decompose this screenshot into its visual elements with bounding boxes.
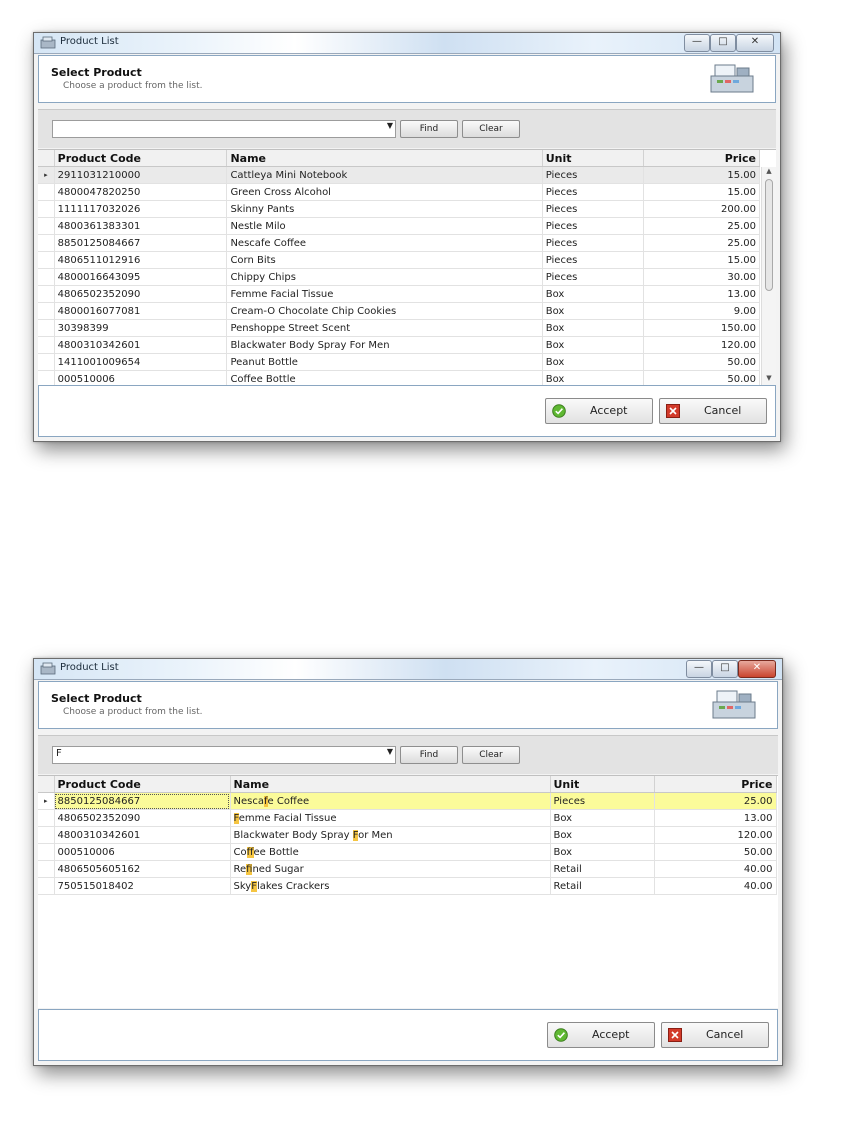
product-code-cell[interactable]: 4806502352090 — [54, 810, 230, 827]
unit-cell[interactable]: Retail — [550, 861, 654, 878]
product-code-cell[interactable]: 4800016077081 — [54, 303, 227, 320]
search-panel — [38, 735, 778, 774]
close-button[interactable]: ✕ — [738, 660, 776, 678]
scroll-up-arrow-icon[interactable]: ▲ — [766, 167, 772, 175]
product-name-cell[interactable]: Cream-O Chocolate Chip Cookies — [227, 303, 542, 320]
product-name-cell[interactable]: Chippy Chips — [227, 269, 542, 286]
table-row[interactable] — [38, 269, 760, 286]
column-header-name[interactable]: Name — [227, 150, 542, 167]
price-cell[interactable]: 50.00 — [654, 844, 776, 861]
cash-register-icon — [709, 62, 755, 94]
name-text: ined Sugar — [252, 863, 304, 875]
table-row[interactable] — [38, 235, 760, 252]
column-header-product-code[interactable]: Product Code — [54, 150, 227, 167]
cancel-x-icon — [666, 404, 680, 418]
register-app-icon — [40, 36, 56, 49]
product-code-cell[interactable]: 1111117032026 — [54, 201, 227, 218]
column-header-price[interactable]: Price — [643, 150, 759, 167]
table-row[interactable] — [38, 878, 776, 895]
search-panel — [38, 109, 776, 148]
product-code-cell[interactable]: 4800047820250 — [54, 184, 227, 201]
product-name-cell[interactable]: Cattleya Mini Notebook — [227, 167, 542, 184]
product-name-cell[interactable] — [230, 861, 550, 878]
vertical-scrollbar[interactable] — [761, 167, 776, 386]
cancel-label: Cancel — [706, 1028, 744, 1041]
dialog-footer — [38, 1009, 778, 1061]
unit-cell[interactable]: Box — [542, 354, 643, 371]
table-header-row — [38, 150, 760, 167]
column-header-price[interactable]: Price — [654, 776, 776, 793]
column-header-unit[interactable]: Unit — [542, 150, 643, 167]
row-indicator — [38, 827, 54, 844]
product-name-cell[interactable]: Corn Bits — [227, 252, 542, 269]
product-table — [38, 150, 760, 386]
product-grid[interactable] — [38, 775, 778, 1008]
product-code-cell[interactable]: 8850125084667 — [54, 793, 230, 810]
table-row[interactable] — [38, 320, 760, 337]
product-code-cell[interactable]: 4800361383301 — [54, 218, 227, 235]
header-subtitle: Choose a product from the list. — [63, 707, 203, 717]
table-row[interactable] — [38, 793, 776, 810]
scrollbar-thumb[interactable] — [765, 179, 773, 291]
product-code-cell[interactable]: 750515018402 — [54, 878, 230, 895]
row-indicator — [38, 810, 54, 827]
price-cell[interactable]: 9.00 — [643, 303, 759, 320]
row-indicator — [38, 320, 54, 337]
product-name-cell[interactable]: Peanut Bottle — [227, 354, 542, 371]
price-cell[interactable]: 15.00 — [643, 252, 759, 269]
row-indicator — [38, 371, 54, 387]
price-cell[interactable]: 40.00 — [654, 861, 776, 878]
title-bar[interactable] — [34, 659, 782, 680]
dropdown-arrow-icon[interactable]: ▼ — [386, 121, 393, 130]
product-code-cell[interactable]: 000510006 — [54, 844, 230, 861]
product-list-window — [33, 32, 781, 442]
table-row[interactable] — [38, 337, 760, 354]
column-header-product-code[interactable]: Product Code — [54, 776, 230, 793]
price-cell[interactable]: 200.00 — [643, 201, 759, 218]
dropdown-arrow-icon[interactable]: ▼ — [386, 747, 393, 756]
unit-cell[interactable]: Box — [550, 827, 654, 844]
table-row[interactable] — [38, 201, 760, 218]
unit-cell[interactable]: Box — [542, 320, 643, 337]
unit-cell[interactable]: Box — [542, 286, 643, 303]
product-name-cell[interactable] — [230, 878, 550, 895]
name-text: Nesca — [233, 795, 264, 807]
product-code-cell[interactable]: 8850125084667 — [54, 235, 227, 252]
checkmark-icon — [552, 404, 566, 418]
row-indicator — [38, 252, 54, 269]
row-indicator-header — [38, 776, 54, 793]
price-cell[interactable]: 150.00 — [643, 320, 759, 337]
row-indicator — [38, 337, 54, 354]
product-code-cell[interactable]: 4806511012916 — [54, 252, 227, 269]
name-text: lakes Crackers — [256, 880, 330, 892]
unit-cell[interactable]: Pieces — [542, 167, 643, 184]
unit-cell[interactable]: Box — [542, 371, 643, 387]
accept-label: Accept — [590, 404, 628, 417]
cancel-x-icon — [668, 1028, 682, 1042]
name-text: Blackwater Body Spray — [233, 829, 353, 841]
unit-cell[interactable]: Pieces — [542, 218, 643, 235]
scroll-down-arrow-icon[interactable]: ▼ — [766, 374, 772, 382]
product-name-cell[interactable]: Femme Facial Tissue — [227, 286, 542, 303]
price-cell[interactable]: 13.00 — [654, 810, 776, 827]
name-text: fee Bottle — [253, 846, 299, 858]
clear-button[interactable]: Clear — [462, 120, 520, 138]
name-text: Co — [233, 846, 247, 858]
product-code-cell[interactable]: 30398399 — [54, 320, 227, 337]
title-bar[interactable] — [34, 33, 780, 54]
match-highlight: f — [246, 863, 253, 875]
checkmark-icon — [554, 1028, 568, 1042]
product-code-cell[interactable]: 4806505605162 — [54, 861, 230, 878]
product-code-cell[interactable]: 4806502352090 — [54, 286, 227, 303]
unit-cell[interactable]: Box — [542, 303, 643, 320]
name-text: Sky — [233, 880, 252, 892]
unit-cell[interactable]: Pieces — [542, 269, 643, 286]
find-button[interactable]: Find — [400, 746, 458, 764]
maximize-button[interactable]: □ — [712, 660, 738, 678]
price-cell[interactable]: 50.00 — [643, 354, 759, 371]
price-cell[interactable]: 30.00 — [643, 269, 759, 286]
name-text: or Men — [358, 829, 393, 841]
price-cell[interactable]: 50.00 — [643, 371, 759, 387]
row-indicator — [38, 844, 54, 861]
cancel-button[interactable] — [661, 1022, 769, 1048]
table-row[interactable] — [38, 184, 760, 201]
current-row-indicator-icon: ▸ — [38, 167, 54, 184]
search-input-value[interactable]: F — [56, 748, 62, 759]
product-name-cell[interactable]: Skinny Pants — [227, 201, 542, 218]
name-text: Re — [233, 863, 247, 875]
table-row[interactable] — [38, 861, 776, 878]
match-highlight: F — [251, 880, 257, 892]
table-row[interactable] — [38, 827, 776, 844]
name-text: emme Facial Tissue — [238, 812, 337, 824]
search-combobox[interactable] — [52, 746, 396, 764]
row-indicator-header — [38, 150, 54, 167]
price-cell[interactable]: 15.00 — [643, 167, 759, 184]
product-code-cell[interactable]: 2911031210000 — [54, 167, 227, 184]
row-indicator — [38, 861, 54, 878]
table-row[interactable] — [38, 844, 776, 861]
product-table — [38, 776, 777, 895]
match-highlight: f — [263, 795, 268, 807]
product-list-window-filtered — [33, 658, 783, 1066]
table-row[interactable] — [38, 286, 760, 303]
row-indicator — [38, 878, 54, 895]
match-highlight: F — [352, 829, 359, 841]
product-name-cell[interactable]: Green Cross Alcohol — [227, 184, 542, 201]
product-name-cell[interactable] — [230, 810, 550, 827]
unit-cell[interactable]: Box — [550, 844, 654, 861]
dialog-header — [38, 681, 778, 729]
accept-label: Accept — [592, 1028, 630, 1041]
match-highlight: f — [246, 846, 254, 858]
table-row[interactable] — [38, 354, 760, 371]
unit-cell[interactable]: Pieces — [542, 184, 643, 201]
cancel-button[interactable] — [659, 398, 767, 424]
dialog-header — [38, 55, 776, 103]
close-button[interactable]: ✕ — [736, 34, 774, 52]
price-cell[interactable]: 13.00 — [643, 286, 759, 303]
row-indicator — [38, 184, 54, 201]
dialog-footer — [38, 385, 776, 437]
unit-cell[interactable]: Box — [550, 810, 654, 827]
minimize-button[interactable]: — — [686, 660, 712, 678]
product-code-cell[interactable]: 4800016643095 — [54, 269, 227, 286]
register-app-icon — [40, 662, 56, 675]
product-grid[interactable] — [38, 149, 776, 386]
row-indicator — [38, 235, 54, 252]
unit-cell[interactable]: Box — [542, 337, 643, 354]
clear-button[interactable]: Clear — [462, 746, 520, 764]
unit-cell[interactable]: Retail — [550, 878, 654, 895]
cash-register-icon — [711, 688, 757, 720]
product-name-cell[interactable]: Nestle Milo — [227, 218, 542, 235]
price-cell[interactable]: 120.00 — [654, 827, 776, 844]
row-indicator — [38, 354, 54, 371]
product-code-cell[interactable]: 4800310342601 — [54, 337, 227, 354]
product-code-cell[interactable]: 4800310342601 — [54, 827, 230, 844]
product-name-cell[interactable]: Blackwater Body Spray For Men — [227, 337, 542, 354]
table-row[interactable] — [38, 810, 776, 827]
price-cell[interactable]: 120.00 — [643, 337, 759, 354]
window-title: Product List — [60, 662, 119, 673]
match-highlight: F — [233, 812, 239, 824]
table-row[interactable] — [38, 167, 760, 184]
table-row[interactable] — [38, 252, 760, 269]
product-name-cell[interactable]: Nescafe Coffee — [227, 235, 542, 252]
row-indicator — [38, 303, 54, 320]
column-header-name[interactable]: Name — [230, 776, 550, 793]
product-name-cell[interactable] — [230, 844, 550, 861]
search-combobox[interactable] — [52, 120, 396, 138]
row-indicator — [38, 201, 54, 218]
product-name-cell[interactable]: Penshoppe Street Scent — [227, 320, 542, 337]
minimize-button[interactable]: — — [684, 34, 710, 52]
table-header-row — [38, 776, 776, 793]
maximize-button[interactable]: □ — [710, 34, 736, 52]
column-header-unit[interactable]: Unit — [550, 776, 654, 793]
header-title: Select Product — [51, 66, 142, 79]
accept-button[interactable] — [547, 1022, 655, 1048]
row-indicator — [38, 269, 54, 286]
price-cell[interactable]: 40.00 — [654, 878, 776, 895]
name-text: e Coffee — [267, 795, 310, 807]
table-row[interactable] — [38, 371, 760, 387]
unit-cell[interactable]: Pieces — [542, 252, 643, 269]
find-button[interactable]: Find — [400, 120, 458, 138]
product-code-cell[interactable]: 1411001009654 — [54, 354, 227, 371]
accept-button[interactable] — [545, 398, 653, 424]
product-name-cell[interactable]: Coffee Bottle — [227, 371, 542, 387]
header-subtitle: Choose a product from the list. — [63, 81, 203, 91]
row-indicator — [38, 286, 54, 303]
price-cell[interactable]: 25.00 — [643, 235, 759, 252]
unit-cell[interactable]: Pieces — [542, 201, 643, 218]
header-title: Select Product — [51, 692, 142, 705]
row-indicator — [38, 218, 54, 235]
window-title: Product List — [60, 36, 119, 47]
unit-cell[interactable]: Pieces — [542, 235, 643, 252]
unit-cell[interactable]: Pieces — [550, 793, 654, 810]
product-name-cell[interactable] — [230, 827, 550, 844]
price-cell[interactable]: 25.00 — [643, 218, 759, 235]
product-name-cell[interactable] — [230, 793, 550, 810]
price-cell[interactable]: 25.00 — [654, 793, 776, 810]
price-cell[interactable]: 15.00 — [643, 184, 759, 201]
current-row-indicator-icon: ▸ — [38, 793, 54, 810]
product-code-cell[interactable]: 000510006 — [54, 371, 227, 387]
cancel-label: Cancel — [704, 404, 742, 417]
table-row[interactable] — [38, 218, 760, 235]
table-row[interactable] — [38, 303, 760, 320]
